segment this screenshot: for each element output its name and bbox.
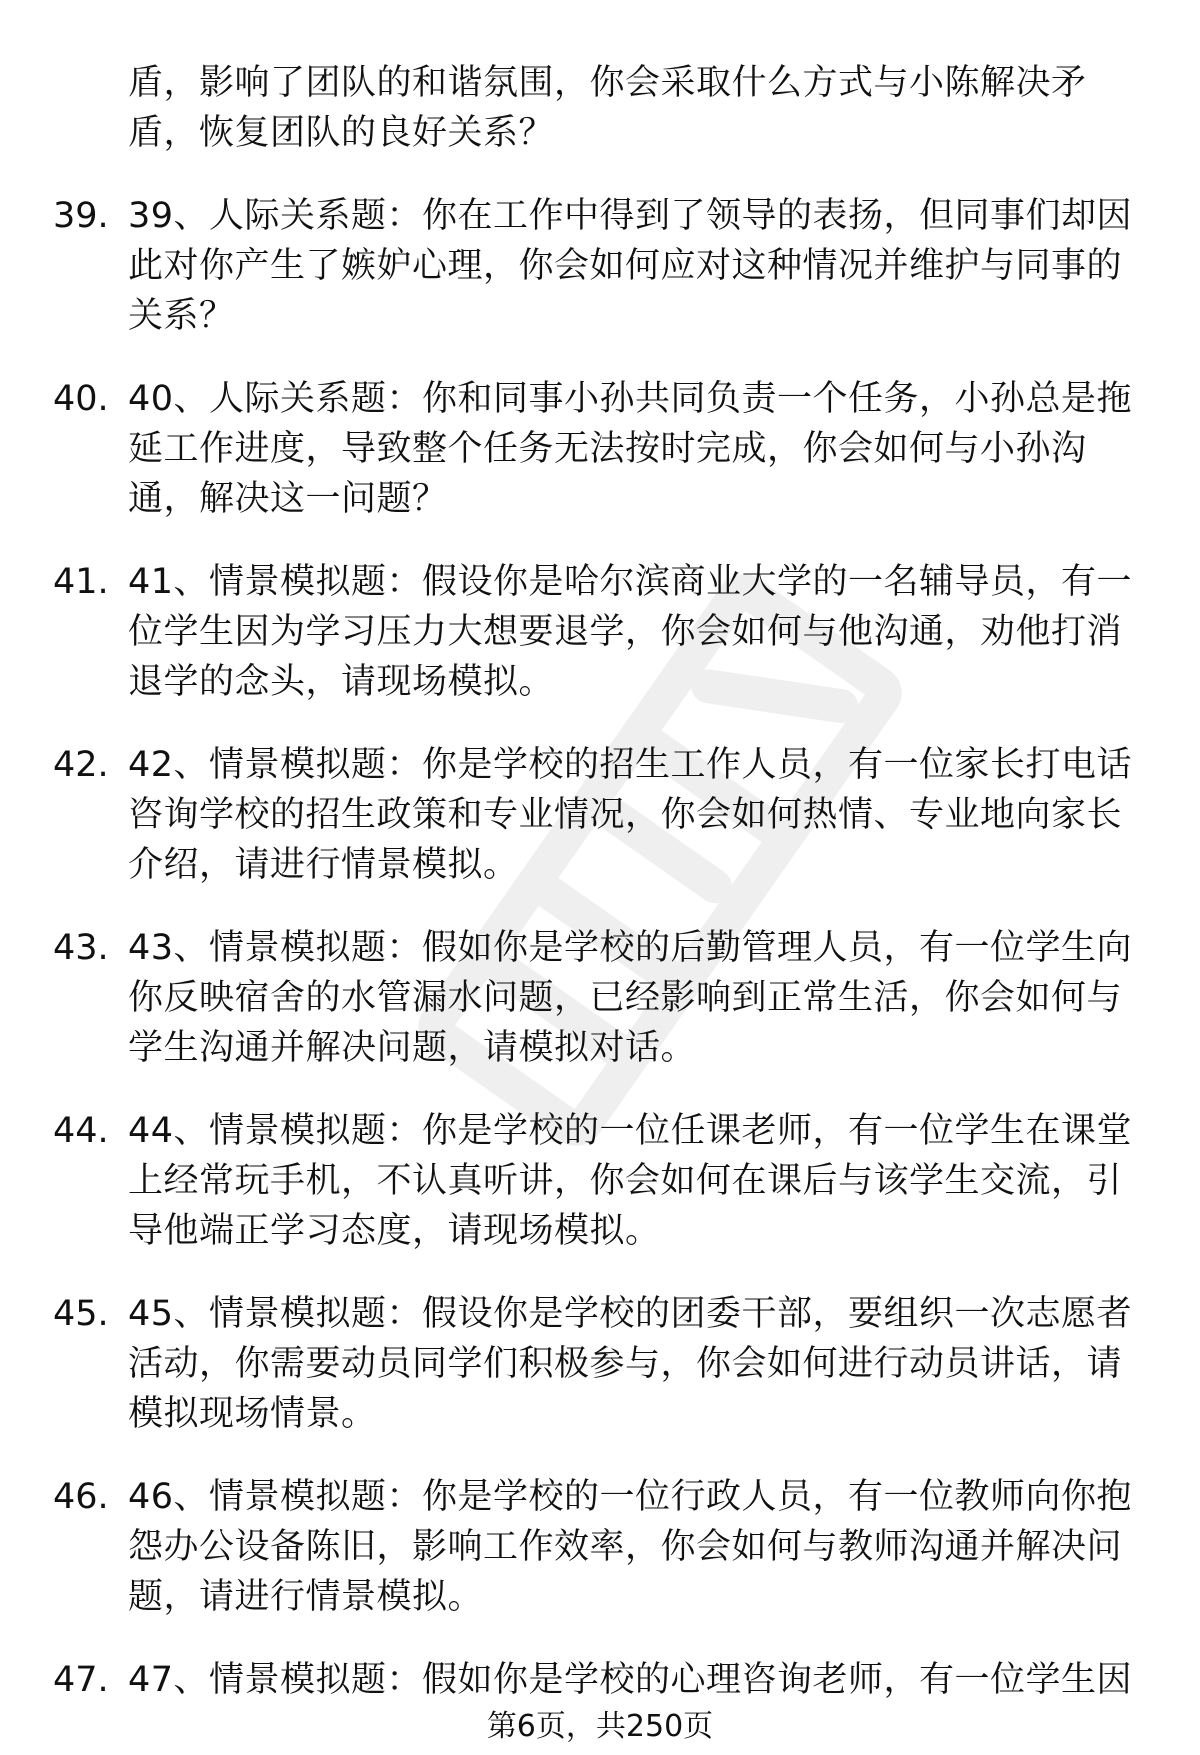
text-line: 41、情景模拟题：假设你是哈尔滨商业大学的一名辅导员，有一 (128, 562, 1133, 602)
text-line: 47、情景模拟题：假如你是学校的心理咨询老师，有一位学生因 (128, 1660, 1133, 1700)
text-line: 怨办公设备陈旧，影响工作效率，你会如何与教师沟通并解决问 (128, 1527, 1123, 1567)
question-number: 45. (53, 1294, 109, 1334)
text-line: 盾，影响了团队的和谐氛围，你会采取什么方式与小陈解决矛 (128, 63, 1087, 103)
question-list (0, 191, 1200, 1705)
text-line: 活动，你需要动员同学们积极参与，你会如何进行动员讲话，请 (128, 1344, 1123, 1384)
text-line: 40、人际关系题：你和同事小孙共同负责一个任务，小孙总是拖 (128, 379, 1133, 419)
text-line: 42、情景模拟题：你是学校的招生工作人员，有一位家长打电话 (128, 745, 1133, 785)
question-number: 39. (53, 196, 109, 236)
question-item-44 (0, 1106, 1200, 1256)
question-number: 43. (53, 928, 109, 968)
text-line: 此对你产生了嫉妒心理，你会如何应对这种情况并维护与同事的 (128, 246, 1123, 286)
question-item-45 (0, 1289, 1200, 1439)
question-number: 44. (53, 1111, 109, 1151)
text-line: 上经常玩手机，不认真听讲，你会如何在课后与该学生交流，引 (128, 1161, 1123, 1201)
text-line: 介绍，请进行情景模拟。 (128, 845, 519, 885)
text-line: 你反映宿舍的水管漏水问题，已经影响到正常生活，你会如何与 (128, 978, 1123, 1018)
question-content (0, 58, 1200, 1705)
text-line: 44、情景模拟题：你是学校的一位任课老师，有一位学生在课堂 (128, 1111, 1133, 1151)
question-number: 40. (53, 379, 109, 419)
text-line: 学生沟通并解决问题，请模拟对话。 (128, 1028, 697, 1068)
page-footer: 第6页，共250页 (486, 1709, 714, 1744)
question-item-41 (0, 557, 1200, 707)
question-number: 47. (53, 1660, 109, 1700)
continued-question-text (0, 58, 1200, 158)
text-line: 模拟现场情景。 (128, 1394, 377, 1434)
question-item-40 (0, 374, 1200, 524)
question-number: 41. (53, 562, 109, 602)
text-line: 39、人际关系题：你在工作中得到了领导的表扬，但同事们却因 (128, 196, 1133, 236)
text-line: 位学生因为学习压力大想要退学，你会如何与他沟通，劝他打消 (128, 612, 1123, 652)
text-line: 导他端正学习态度，请现场模拟。 (128, 1211, 661, 1251)
text-line: 盾，恢复团队的良好关系？ (128, 113, 555, 153)
question-number: 46. (53, 1477, 109, 1517)
question-item-39 (0, 191, 1200, 341)
question-item-42 (0, 740, 1200, 890)
question-item-43 (0, 923, 1200, 1073)
text-line: 46、情景模拟题：你是学校的一位行政人员，有一位教师向你抱 (128, 1477, 1133, 1517)
text-line: 43、情景模拟题：假如你是学校的后勤管理人员，有一位学生向 (128, 928, 1133, 968)
text-line: 关系？ (128, 296, 235, 336)
text-line: 咨询学校的招生政策和专业情况，你会如何热情、专业地向家长 (128, 795, 1123, 835)
text-line: 45、情景模拟题：假设你是学校的团委干部，要组织一次志愿者 (128, 1294, 1133, 1334)
text-line: 退学的念头，请现场模拟。 (128, 662, 555, 702)
text-line: 延工作进度，导致整个任务无法按时完成，你会如何与小孙沟 (128, 429, 1087, 469)
text-line: 通，解决这一问题？ (128, 479, 448, 519)
question-number: 42. (53, 745, 109, 785)
question-item-47 (0, 1655, 1200, 1705)
question-item-46 (0, 1472, 1200, 1622)
text-line: 题，请进行情景模拟。 (128, 1577, 484, 1617)
